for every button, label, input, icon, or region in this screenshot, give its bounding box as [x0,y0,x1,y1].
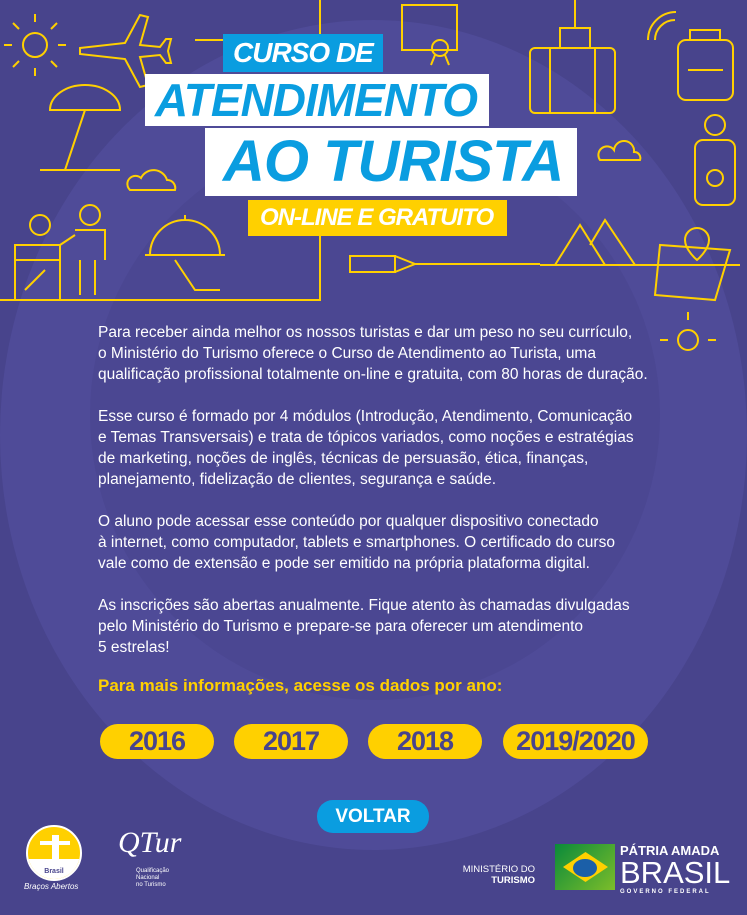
title-atendimento: ATENDIMENTO [145,74,489,126]
paragraph-access [98,511,615,574]
paragraph-enrollment [98,595,630,658]
text-line: Esse curso é formado por 4 módulos (Introdução, Atendimento, Comunicação [98,408,633,425]
paragraph-intro [98,322,648,385]
text-line: o Ministério do Turismo oferece o Curso de Atendimento ao Turista, uma [98,345,596,362]
year-2018-button[interactable]: 2018 [368,724,482,759]
title-curso-de: CURSO DE [223,34,383,72]
deco-line [0,230,320,300]
back-button[interactable]: VOLTAR [317,800,429,833]
sun-icon [4,14,66,76]
text-line: qualificação profissional totalmente on-line e gratuita, com 80 horas de duração. [98,366,648,383]
cloud-icon [127,170,175,190]
pencil-icon [350,256,540,272]
text-line: As inscrições são abertas anualmente. Fique atento às chamadas divulgadas [98,597,630,614]
text-line: Para receber ainda melhor os nossos turistas e dar um peso no seu currículo, [98,324,633,341]
wifi-icon [648,12,676,40]
brasil-flag-icon [555,844,615,890]
logo-text: no Turismo [136,882,166,888]
reception-desk-icon [15,205,105,300]
logo-text: PÁTRIA AMADA [620,843,720,858]
logo-text: Braços Abertos [24,882,79,891]
mountains-icon [540,220,740,265]
more-info-heading: Para mais informações, acesse os dados por ano: [98,676,503,695]
logo-text: Nacional [136,875,160,881]
text-line: à internet, como computador, tablets e smartphones. O certificado do curso [98,534,615,551]
paragraph-modules [98,406,634,490]
logo-text: BRASIL [620,855,731,890]
text-line: de marketing, noções de inglês, técnicas de persuasão, ética, finanças, [98,450,589,467]
beach-umbrella-icon [40,85,120,170]
text-line: vale como de extensão e pode ser emitido na própria plataforma digital. [98,555,590,572]
text-line: planejamento, fidelização de clientes, segurança e saúde. [98,471,497,488]
text-line: pelo Ministério do Turismo e prepare-se para oferecer um atendimento [98,618,584,635]
backpack-icon [678,30,733,100]
sun-icon-2 [660,312,716,360]
door-hanger-icon [695,115,735,205]
logo-text: QTur [118,826,182,859]
text-line: e Temas Transversais) e trata de tópicos variados, como noções e estratégias [98,429,634,446]
bracos-abertos-logo [26,825,86,890]
certificate-icon [402,5,457,65]
suitcase-icon [530,0,615,113]
year-2017-button[interactable]: 2017 [234,724,348,759]
cloche-icon [145,215,225,290]
logo-text: MINISTÉRIO DO [462,864,535,875]
title-ao-turista: AO TURISTA [205,128,577,196]
year-2019-2020-button[interactable]: 2019/2020 [503,724,648,759]
ministerio-turismo-logo [455,864,535,886]
patria-amada-brasil-logo [620,844,730,896]
logo-text: TURISMO [491,875,535,886]
logo-text: Brasil [44,868,64,875]
text-line: 5 estrelas! [98,639,170,656]
qtur-logo [118,826,188,896]
cloud-icon-2 [598,141,640,160]
year-2016-button[interactable]: 2016 [100,724,214,759]
logo-text: Qualificação [136,868,170,874]
text-line: O aluno pode acessar esse conteúdo por qualquer dispositivo conectado [98,513,599,530]
subtitle-online-gratuito: ON-LINE E GRATUITO [248,200,507,236]
logo-text: GOVERNO FEDERAL [620,889,711,895]
